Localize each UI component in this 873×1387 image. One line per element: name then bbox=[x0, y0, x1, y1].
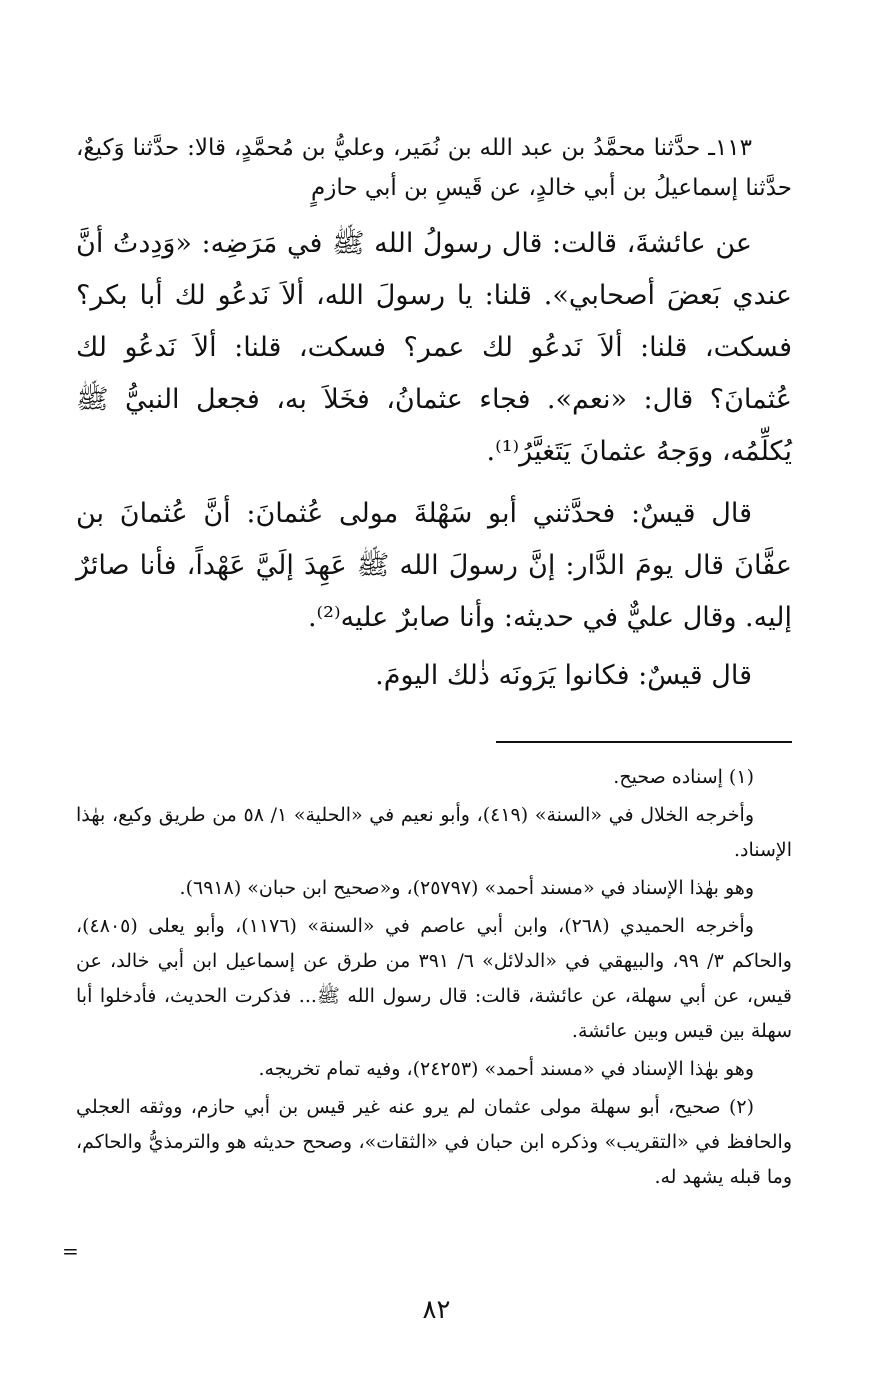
main-text bbox=[76, 128, 792, 702]
footnote-1-khallal: وأخرجه الخلال في «السنة» (٤١٩)، وأبو نعيم في «الحلية» ١/ ٥٨ من طريق وكيع، بهٰذا الإسناد. bbox=[76, 804, 792, 861]
footnote-1-grade: (١) إسناده صحيح. bbox=[613, 766, 754, 788]
qays-narration: قال قيسٌ: فحدَّثني أبو سَهْلةَ مولى عُثمانَ: أنَّ عُثمانَ بن عفَّانَ قال يومَ الدَّار: إنَّ رسولَ الله ﷺ عَهِدَ إلَيَّ عَهْداً، فأنا صائرٌ إليه. وقال عليٌّ في حديثه: وأنا صابرٌ عليه⁽²⁾. bbox=[76, 498, 792, 633]
footnote-divider bbox=[496, 741, 792, 743]
page-number: ٨٢ bbox=[422, 1295, 451, 1325]
continuation-mark: = bbox=[62, 1239, 79, 1263]
footnotes bbox=[76, 760, 792, 1195]
qays-closing: قال قيسٌ: فكانوا يَرَونَه ذٰلك اليومَ. bbox=[375, 660, 752, 691]
hadith-isnad: ١١٣ـ حدَّثنا محمَّدُ بن عبد الله بن نُمَير، وعليُّ بن مُحمَّدٍ، قالا: حدَّثنا وَكيعٌ، حدَّثنا إسماعيلُ بن أبي خالدٍ، عن قَيسِ بن أبي حازمٍ bbox=[76, 135, 792, 201]
hadith-matn: عن عائشةَ، قالت: قال رسولُ الله ﷺ في مَرَضِه: «وَدِدتُ أنَّ عندي بَعضَ أصحابي». قلنا: يا رسولَ الله، ألاَ نَدعُو لك أبا بكر؟ فسكت، قلنا: ألاَ نَدعُو لك عمر؟ فسكت، قلنا: ألاَ نَدعُو لك عُثمانَ؟ قال: «نعم». فجاء عثمانُ، فخَلاَ به، فجعل النبيُّ ﷺ يُكلِّمُه، ووَجهُ عثمانَ يَتَغيَّرُ⁽¹⁾. bbox=[76, 228, 792, 467]
footnote-1-humaydi: وأخرجه الحميدي (٢٦٨)، وابن أبي عاصم في «السنة» (١١٧٦)، وأبو يعلى (٤٨٠٥)، والحاكم ٣/ ٩٩، والبيهقي في «الدلائل» ٦/ ٣٩١ من طرق عن إسماعيل ابن أبي خالد، عن قيس، عن أبي سهلة، عن عائشة، قالت: قال رسول الله ﷺ... فذكرت الحديث، فأدخلوا أبا سهلة بين قيس وبين عائشة. bbox=[76, 915, 792, 1042]
footnote-1-ahmad-2: وهو بهٰذا الإسناد في «مسند أحمد» (٢٤٢٥٣)، وفيه تمام تخريجه. bbox=[258, 1058, 754, 1080]
book-page bbox=[76, 0, 792, 1387]
footnote-1-ahmad: وهو بهٰذا الإسناد في «مسند أحمد» (٢٥٧٩٧)، و«صحيح ابن حبان» (٦٩١٨). bbox=[179, 877, 754, 899]
footnote-2: (٢) صحيح، أبو سهلة مولى عثمان لم يرو عنه غير قيس بن أبي حازم، ووثقه العجلي والحافظ في «التقريب» وذكره ابن حبان في «الثقات»، وصحح حديثه هو والترمذيُّ والحاكم، وما قبله يشهد له. bbox=[76, 1096, 792, 1188]
